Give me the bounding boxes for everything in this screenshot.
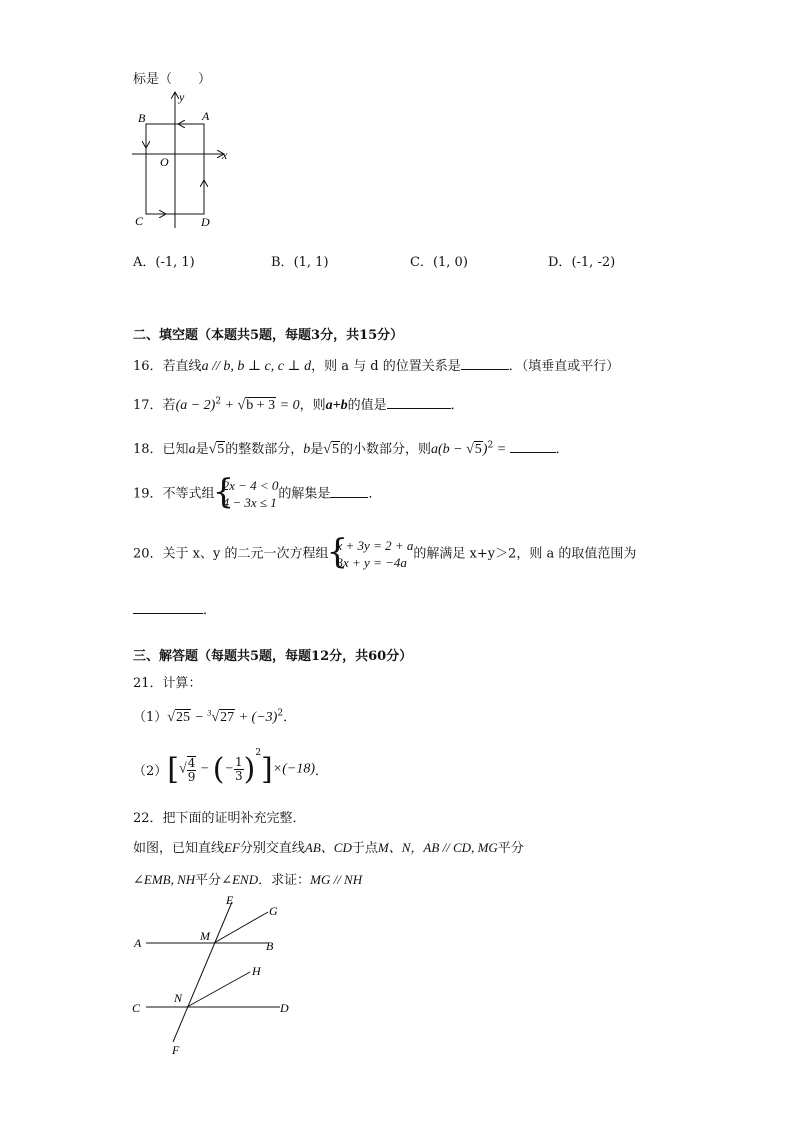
question-22-line-1: 如图，已知直线EF分别交直线AB、CD于点M、N，AB // CD, MG平分 [133,840,524,856]
answer-blank-19[interactable] [330,485,368,498]
label-a: A [134,936,142,950]
label-b: B [138,111,146,125]
label-d: D [201,215,210,229]
question-22-line-2: ∠EMB, NH平分∠END．求证：MG // NH [133,872,363,888]
question-19: 19．不等式组 { 2x − 4 < 0 4 − 3x ≤ 1 的解集是 ． [133,477,381,511]
q15-figure [128,88,238,236]
question-20-blank-line: ． [133,599,216,618]
ray-nh [187,972,250,1007]
question-21-part-2: （2）[√ $\frac{4}{9}$ − (− $\frac{1}{3}$ )$^2$]×(−18)． [133,748,328,787]
answer-blank-18[interactable] [510,440,556,453]
question-17: 17．若$(a - 2)^2 + √b + 3 = 0$，则a+b的值是 ． [133,396,464,413]
answer-blank-17[interactable] [387,396,451,409]
line-ef [173,902,232,1042]
equation-system-20: { x + 3y = 2 + a 3x + y = −4a [329,537,414,571]
label-m: M [200,929,210,943]
label-o: O [160,155,169,169]
question-16: 16．若直线a // b, b ⊥ c, c ⊥ d，则 a 与 d 的位置关系是 ．（填垂直或平行） [133,359,620,374]
label-x: x [222,148,228,162]
ray-mg [214,912,268,943]
label-b: B [266,939,274,953]
answer-blank-16[interactable] [461,357,509,370]
option-c[interactable]: C．(1, 0) [410,255,468,270]
label-c: C [132,1001,141,1015]
question-21-title: 21．计算： [133,676,202,691]
answer-blank-20[interactable] [133,601,203,614]
question-18: 18．已知a是√5的整数部分，b是√5的小数部分，则$a(b - √5)^2$ = ． [133,440,569,457]
label-n: N [174,991,183,1005]
q15-stem-end: 标是（ ） [133,72,212,87]
label-a: A [202,109,210,123]
section-3-heading: 三、解答题（每题共5题，每题12分，共60分） [133,649,413,664]
question-22-title: 22．把下面的证明补充完整． [133,811,306,826]
inequality-system-19: { 2x − 4 < 0 4 − 3x ≤ 1 [215,477,279,511]
option-d[interactable]: D．(-1, -2) [548,255,616,270]
q22-figure [128,892,308,1062]
label-y: y [179,90,185,104]
option-b[interactable]: B．(1, 1) [271,255,329,270]
option-a[interactable]: A．(-1, 1) [133,255,195,270]
label-d: D [280,1001,289,1015]
question-21-part-1: $(1)√25 - ^3√27 + (-3)^2$． [133,708,297,725]
label-e: E [226,893,234,907]
label-g: G [269,904,278,918]
label-f: F [172,1043,180,1057]
section-2-heading: 二、填空题（本题共5题，每题3分，共15分） [133,328,404,343]
label-c: C [135,214,144,228]
question-20: 20．关于 x、y 的二元一次方程组 { x + 3y = 2 + a 3x + y = −4a 的解满足 x+y＞2，则 a 的取值范围为 [133,537,636,571]
label-h: H [252,964,261,978]
